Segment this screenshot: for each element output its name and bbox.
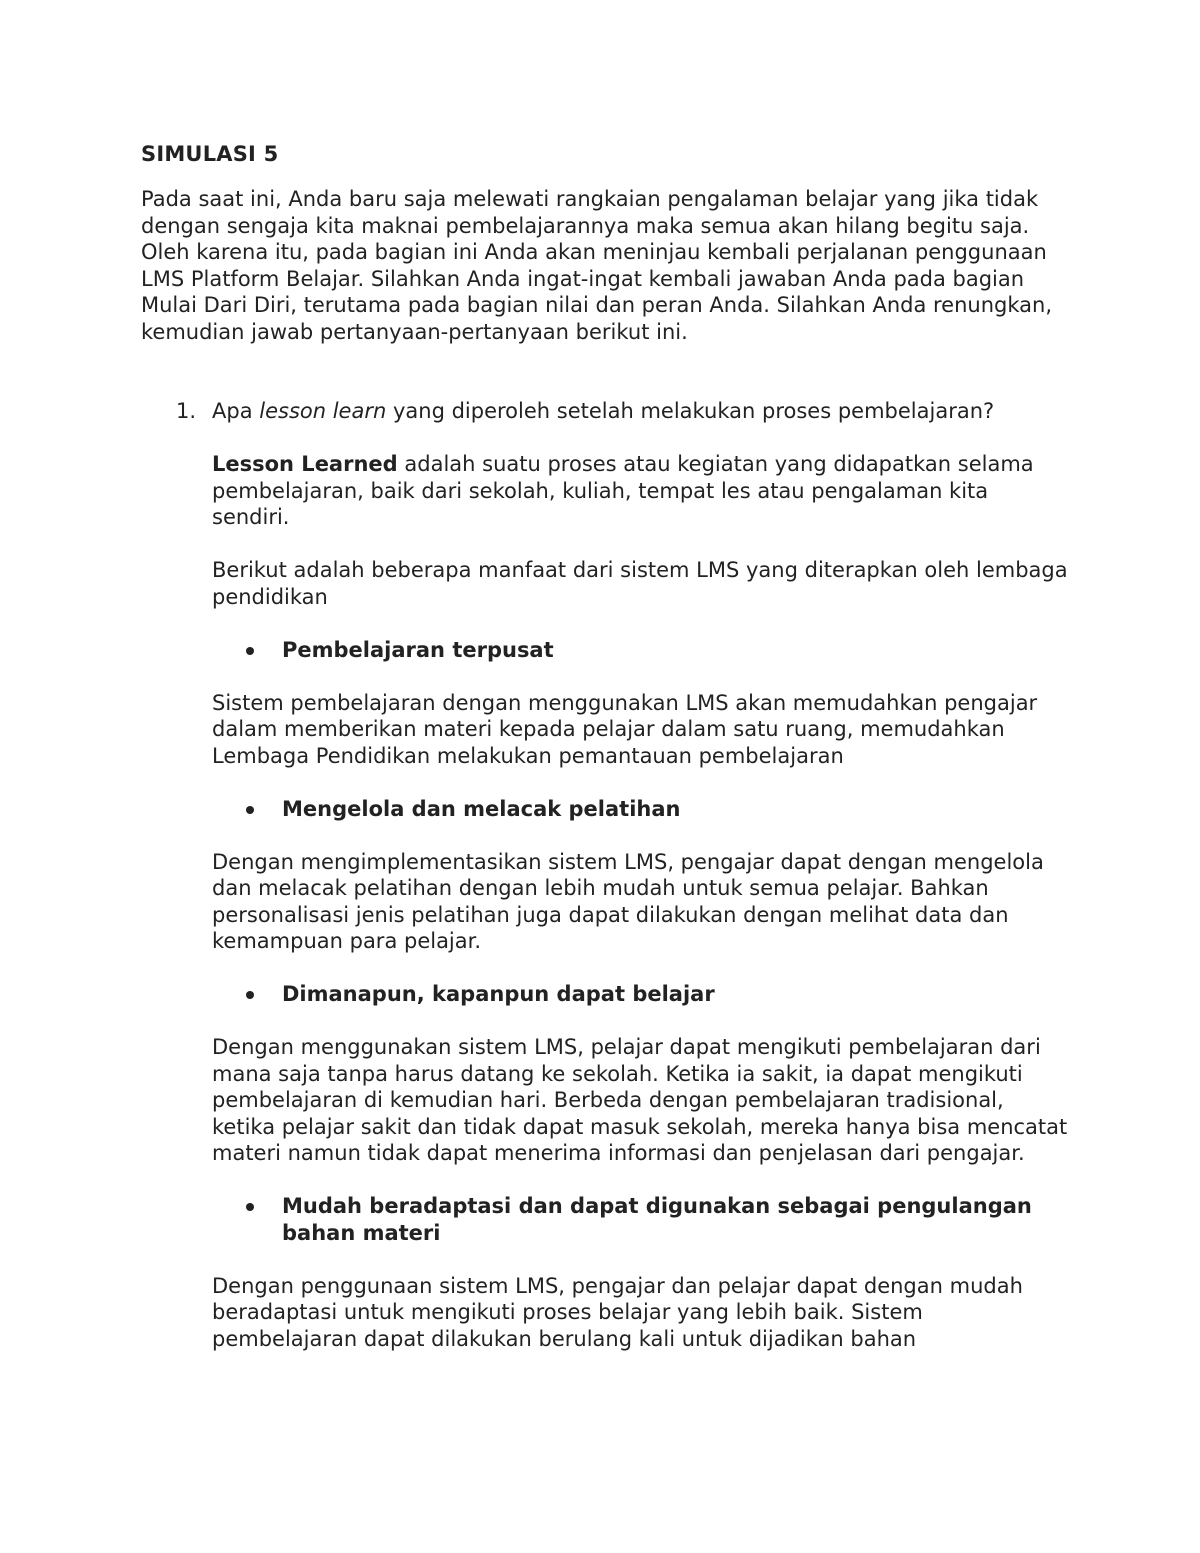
benefits-intro: Berikut adalah beberapa manfaat dari sistem LMS yang diterapkan oleh lembaga pendidikan — [212, 558, 1068, 609]
answer-content — [212, 398, 1072, 1352]
bullet-heading-text: Pembelajaran terpusat — [282, 637, 554, 662]
bullet-paragraph: Dengan mengimplementasikan sistem LMS, pengajar dapat dengan mengelola dan melacak pelatihan dengan lebih mudah untuk semua pelajar. Bahkan personalisasi jenis pelatihan juga dapat dilakukan dengan melihat data dan kemampuan para pelajar. — [212, 849, 1044, 953]
bullet-heading — [212, 981, 1072, 1008]
question-prefix: Apa — [212, 399, 260, 423]
bullet-paragraph: Dengan penggunaan sistem LMS, pengajar dan pelajar dapat dengan mudah beradaptasi untuk mengikuti proses belajar yang lebih baik. Sistem pembelajaran dapat dilakukan berulang kali untuk dijadikan bahan — [212, 1273, 1023, 1351]
bullet-heading — [212, 796, 1072, 823]
intro-paragraph: Pada saat ini, Anda baru saja melewati rangkaian pengalaman belajar yang jika tidak dengan sengaja kita maknai pembelajarannya maka semua akan hilang begitu saja. Oleh karena itu, pada bagian ini Anda akan meninjau kembali perjalanan penggunaan LMS Platform Belajar. Silahkan Anda ingat-ingat kembali jawaban Anda pada bagian Mulai Dari Diri, terutama pada bagian nilai dan peran Anda. Silahkan Anda renungkan, kemudian jawab pertanyaan-pertanyaan berikut ini. — [141, 187, 1053, 344]
bullet-heading-text: Dimanapun, kapanpun dapat belajar — [282, 982, 715, 1006]
question-italic: lesson learn — [259, 399, 387, 423]
bullet-heading — [212, 637, 1072, 664]
definition-paragraph — [212, 451, 1072, 531]
definition-text: adalah suatu proses atau kegiatan yang didapatkan selama pembelajaran, baik dari sekolah, kuliah, tempat les atau pengalaman kita sendiri. — [212, 452, 1034, 529]
bullet-heading — [212, 1193, 1072, 1246]
bullet-icon — [246, 1203, 254, 1211]
question-suffix: yang diperoleh setelah melakukan proses pembelajaran? — [386, 399, 995, 423]
bullet-paragraph: Sistem pembelajaran dengan menggunakan LMS akan memudahkan pengajar dalam memberikan materi kepada pelajar dalam satu ruang, memudahkan Lembaga Pendidikan melakukan pemantauan pembelajaran — [212, 690, 1038, 768]
definition-term: Lesson Learned — [212, 452, 398, 476]
page-title: SIMULASI 5 — [141, 142, 279, 166]
question-text — [212, 398, 1072, 425]
bullet-heading-text: Mengelola dan melacak pelatihan — [282, 796, 681, 821]
bullet-icon — [246, 991, 254, 999]
bullet-icon — [246, 647, 254, 655]
bullet-heading-text: Mudah beradaptasi dan dapat digunakan sebagai pengulangan bahan materi — [282, 1194, 1032, 1245]
question-number: 1. — [176, 399, 197, 423]
bullet-icon — [246, 806, 254, 814]
bullet-paragraph: Dengan menggunakan sistem LMS, pelajar dapat mengikuti pembelajaran dari mana saja tanpa harus datang ke sekolah. Ketika ia sakit, ia dapat mengikuti pembelajaran di kemudian hari. Berbeda dengan pembelajaran tradisional, ketika pelajar sakit dan tidak dapat masuk sekolah, mereka hanya bisa mencatat materi namun tidak dapat menerima informasi dan penjelasan dari pengajar. — [212, 1035, 1068, 1165]
